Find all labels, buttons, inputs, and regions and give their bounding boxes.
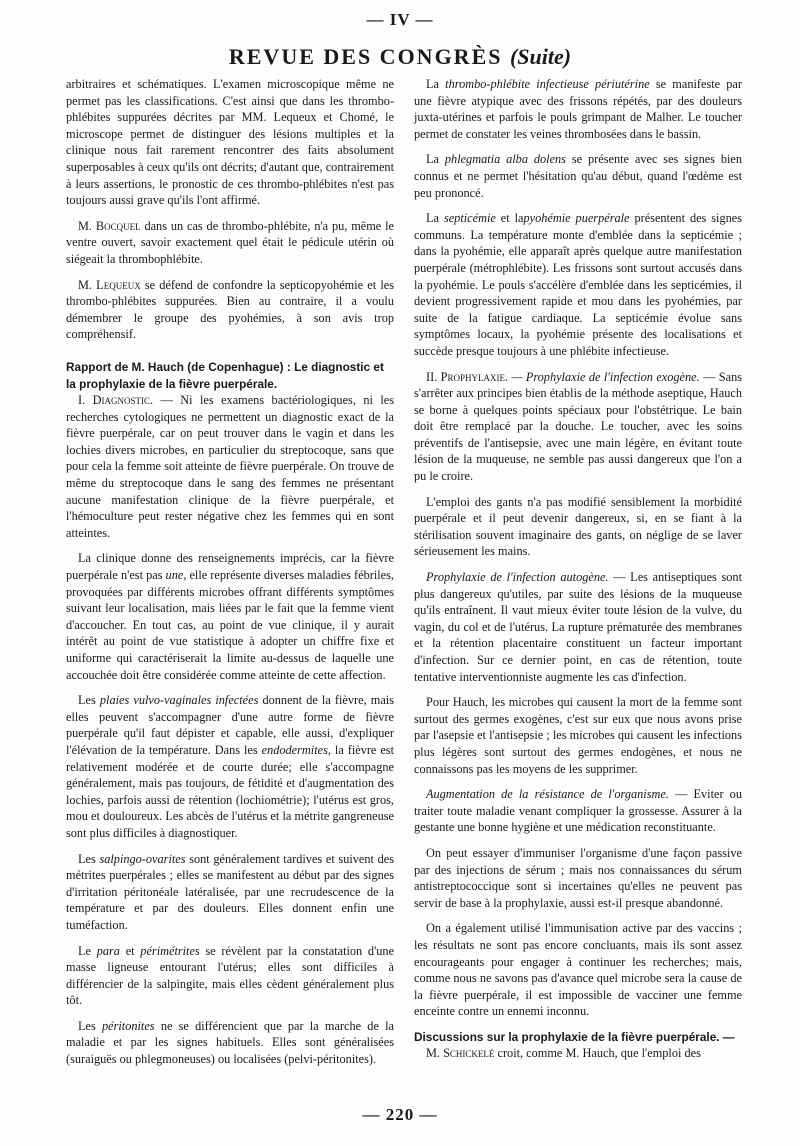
page-number-bottom: — 220 — [362,1105,438,1124]
paragraph: On peut essayer d'immuniser l'organisme d'une façon passive par des injections de sérum ; mais nos connaissances du sérum antistreptococcique sont si incertaines qu'elles ne peuvent pas servir de base à la prophylaxie, aussi est-il presque abandonné. [414,845,742,910]
emphasis: salpingo-ovarites [99,851,186,866]
paragraph [414,569,742,685]
paragraph [414,1045,742,1062]
emphasis: plaies vulvo-vaginales infectées [99,693,259,708]
paragraph-text: Le [78,943,91,958]
emphasis: septicémie [443,211,496,226]
paragraph [66,692,394,841]
emphasis: para [96,943,120,958]
paragraph [66,277,394,343]
right-column [414,76,742,1098]
paragraph-text: se manifeste par une fièvre atypique avec des frissons répétés, par des douleurs juxta-utérines et parfois le pouls grimpant de Malher. Le toucher permet de constater les veines thrombosées dans le bassin. [414,77,742,141]
left-column [66,76,394,1098]
emphasis: péritonites [101,1018,155,1033]
paragraph-text: — Eviter ou traiter toute maladie venant compliquer la grossesse. Assurer à la gestante une bonne hygiène et une médication reconstituante. [414,787,742,835]
emphasis: phlegmatia alba dolens [444,152,566,167]
paragraph [66,550,394,683]
paragraph [414,210,742,359]
speaker-name: M. Bocquel [78,218,141,233]
running-head-suite: (Suite) [509,44,572,69]
emphasis: thrombo-phlébite infectieuse périutérine [445,77,650,91]
paragraph-text: et la [500,211,524,226]
paragraph-text: La [426,77,439,91]
paragraph-text: Les [78,851,96,866]
paragraph: arbitraires et schématiques. L'examen microscopique même ne permet pas les classifications. C'est ainsi que dans les thrombo-phlébites suppurées décrites par MM. Lequeux et Chomé, le microscope permet de distinguer des lésions multiples et la clinique nous fait rarement rencontrer des faits absolument superposables à ceux qu'ils ont décrits; d'autant que, contrairement à leurs assertions, le pronostic de ces thrombo-phlébites n'est pas toujours aussi grave qu'ils l'ont affirmé. [66,77,394,208]
paragraph-text: sont généralement tardives et suivent des métrites puerpérales ; elles se manifestent au début par des signes d'irritation péritonéale latéralisée, par une recrudescence de la température et par des douleurs. Elles donnent enfin une tuméfaction. [66,851,395,932]
paragraph-text: dans un cas de thrombo-phlébite, n'a pu, même le ventre ouvert, savoir exactement quel était le pédicule utérin où siégeait la thrombophlébite. [66,218,395,266]
emphasis: Prophylaxie de l'infection autogène. [426,570,609,585]
running-head-title: REVUE DES CONGRÈS [228,44,503,69]
emphasis: une [165,568,184,583]
speaker-name: M. Lequeux [78,277,141,292]
paragraph [414,786,742,836]
emphasis: périmétrites [140,943,200,958]
section-label: II. Prophylaxie. [426,369,509,384]
paragraph-text: ne se différencient que par la marche de la maladie et par les signes habituels. Elles sont généralisées (suraiguës ou phlegmoneuses) ou localisées (pelvi-péritonites). [66,1018,394,1067]
paragraph-text: , elle représente diverses maladies fébriles, provoquées par différents microbes offrant différents symptômes suivant leur localisation, mais liées par le fait que la femme vient d'accoucher. En tout cas, au point de vue clinique, il y aurait intérêt au point de vue statistique à adopter un chiffre fixe et uniforme qui caractériserait la limite au-dessus de laquelle une accouchée doit être considérée comme atteinte de cette affection. [66,568,394,682]
paragraph-text: se présente avec ses signes bien connus et ne permet l'hésitation qu'au début, quand l'œdème est peu prononcé. [414,152,742,200]
emphasis: pyohémie puerpérale [523,211,630,226]
paragraph-text: La [426,152,439,167]
paragraph-text: et [125,943,135,958]
paragraph-text: La clinique donne des renseignements imprécis, car la fièvre puerpérale n'est pas [66,551,394,583]
paragraph [66,392,394,541]
paragraph [66,1018,394,1068]
paragraph-text: Les [78,693,96,708]
emphasis: Augmentation de la résistance de l'organisme. [426,787,669,802]
paragraph-text: se défend de confondre la septicopyohémie et les thrombo-phlébites suppurées. Bien au contraire, il a voulu démembrer le groupe des pyohémies, à son avis trop compréhensif. [66,277,395,342]
paragraph [66,943,394,1009]
emphasis: — Prophylaxie de l'infection exogène. [511,369,700,384]
paragraph-text: — Les antiseptiques sont plus dangereux qu'utiles, par suite des lésions de la muqueuse qu'ils entraînent. Il vaut mieux éviter toute lésion de la vulve, du vagin, du col et de l'utérus. La rupture prématurée des membranes et la rétention placentaire constituent un facteur important d'infection. Sur ce dernier point, en cas de rétention, toute tentative interventionniste augmente les cas d'infection. [414,570,742,684]
page-number-top: — IV — [366,10,434,29]
paragraph [66,218,394,268]
section-heading: Discussions sur la prophylaxie de la fièvre puerpérale. — [414,1029,735,1044]
paragraph [414,76,742,142]
paragraph-text: croit, comme M. Hauch, que l'emploi des [497,1046,701,1061]
paragraph-text: se révèlent par la constatation d'une masse ligneuse entourant l'utérus; elles sont difficiles à différencier de la salpingite, mais elles cèdent généralement plus tôt. [66,943,395,1008]
paragraph-text: La [426,211,439,226]
paragraph-text: — Ni les examens bactériologiques, ni les recherches cytologiques ne permettent un diagnostic exact de la fièvre puerpérale, car on peut trouver dans le vagin et dans les lochies divers microbes, en particulier du streptocoque, sans que pour cela la femme soit atteinte de fièvre puerpérale. On trouve de même du streptocoque dans le sang des femmes ne présentant aucune manifestation clinique de la fièvre puerpérale, et l'hémoculture peut rester négative chez les femmes qui en sont atteintes. [66,393,394,540]
section-label: I. Diagnostic. [78,393,154,408]
paragraph [414,369,742,485]
paragraph [66,851,394,934]
speaker-name: M. Schickelé [426,1046,495,1061]
paragraph: On a également utilisé l'immunisation active par des vaccins ; les résultats ne sont pas encore concluants, mais ils sont assez encourageants pour engager à continuer les recherches; mais, comme nous ne savons pas d'avance quel microbe sera la cause de la fièvre puerpérale, il est impossible de vacciner une femme enceinte contre un ennemi inconnu. [414,921,742,1019]
paragraph: Pour Hauch, les microbes qui causent la mort de la femme sont surtout des germes exogènes, c'est sur eux que nous avons prise par l'asepsie et l'antisepsie ; les microbes qui causent les infections plus légères sont surtout des germes endogènes, et nous ne connaissons pas les moyens de les supprimer. [414,695,742,776]
paragraph-text: — Sans s'arrêter aux principes bien établis de la méthode aseptique, Hauch se borne à quelques points spéciaux pour l'obstétrique. Le bain doit être remplacé par la douche. Le toucher, avec les soins préventifs de l'antisepsie, avec une main légère, en évitant toute lésion de la muqueuse, ne semble pas aussi dangereux que l'on a pu le croire. [414,369,742,484]
paragraph: L'emploi des gants n'a pas modifié sensiblement la morbidité puerpérale et il peut devenir dangereux, si, en se fiant à la stérilisation souvent imaginaire des gants, on néglige de se laver sérieusement les mains. [414,494,742,559]
paragraph-text: , la fièvre est relativement modérée et de courte durée; elle s'accompagne généralement, mais pas toujours, de fétidité et d'augmentation des lochies, parfois aussi de rétention (lochiométrie); l'utérus est gros, mou et douloureux. Les abcès de l'utérus et la métrite gangreneuse sont plus difficiles à diagnostiquer. [66,742,394,840]
running-head [0,44,800,70]
paragraph-text: présentent des signes communs. La température monte d'emblée dans la septicémie ; dans la pyohémie, elle apparaît après quelque autre manifestation puerpérale (métrophlébite). Les frissons sont surtout accusés dans la pyohémie. Le pouls s'accélère d'emblée dans les septicémies, il devient progressivement rapide et mou dans les pyohémies, par suite de la fatigue cardiaque. La septicémie évolue sans symptômes locaux, la pyohémie présente des localisations et succède presque toujours à une phlébite infectieuse. [414,211,742,358]
section-heading: Rapport de M. Hauch (de Copenhague) : Le diagnostic et la prophylaxie de la fièvre puerpérale. [66,359,384,391]
paragraph-text: donnent de la fièvre, mais elles peuvent s'accompagner d'une autre forme de fièvre puerpérale qu'il faut dépister et capable, elle aussi, d'expliquer l'élévation de la température. Dans les [66,693,395,757]
text-columns [66,76,742,1098]
emphasis: endodermites [261,742,328,757]
paragraph [414,151,742,201]
paragraph-text: Les [78,1018,96,1033]
